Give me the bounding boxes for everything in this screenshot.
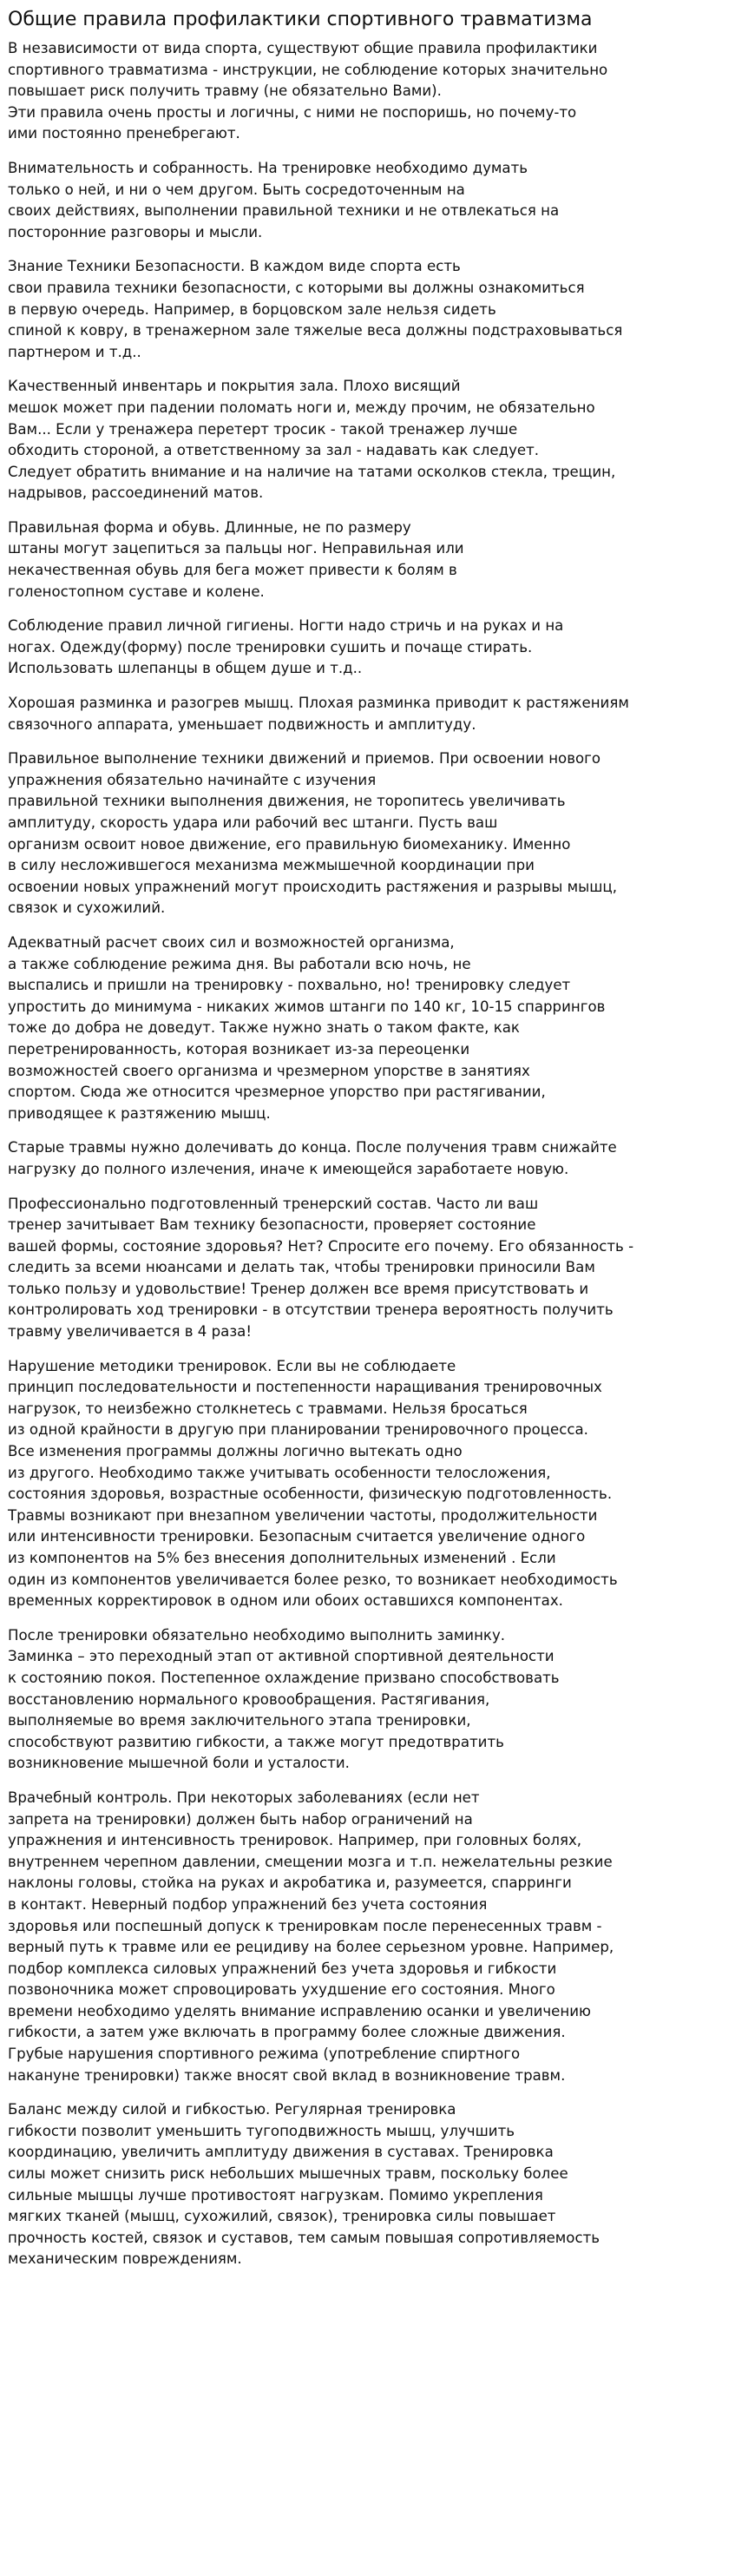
text-line: Нарушение методики тренировок. Если вы не соблюдаете: [8, 1357, 456, 1374]
text-line: Знание Техники Безопасности. В каждом виде спорта есть: [8, 258, 461, 275]
text-line: В независимости от вида спорта, существуют общие правила профилактики: [8, 40, 598, 56]
text-line: из одной крайности в другую при планировании тренировочного процесса.: [8, 1421, 588, 1439]
text-line: спортивного травматизма - инструкции, не соблюдение которых значительно: [8, 61, 608, 78]
text-line: амплитуду, скорость удара или рабочий вес штанги. Пусть ваш: [8, 814, 498, 831]
text-line: свои правила техники безопасности, с которыми вы должны ознакомиться: [8, 279, 585, 296]
text-line: выполняемые во время заключительного этапа тренировки,: [8, 1712, 471, 1729]
text-line: спиной к ковру, в тренажерном зале тяжелые веса должны подстраховываться: [8, 322, 623, 339]
text-line: контролировать ход тренировки - в отсутствии тренера вероятность получить: [8, 1301, 614, 1319]
text-line: накануне тренировки) также вносят свой вклад в возникновение травм.: [8, 2066, 566, 2084]
text-line: координацию, увеличить амплитуду движения в суставах. Тренировка: [8, 2144, 554, 2161]
text-line: или интенсивности тренировки. Безопасным считается увеличение одного: [8, 1528, 586, 1545]
text-line: способствуют развитию гибкости, а также могут предотвратить: [8, 1733, 504, 1750]
text-line: сильные мышцы лучше противостоят нагрузкам. Помимо укрепления: [8, 2186, 543, 2204]
article-title: Общие правила профилактики спортивного травматизма: [8, 9, 593, 30]
text-line: из компонентов на 5% без внесения дополнительных изменений . Если: [8, 1550, 556, 1566]
text-line: Старые травмы нужно долечивать до конца. После получения травм снижайте: [8, 1139, 617, 1156]
text-line: Внимательность и собранность. На тренировке необходимо думать: [8, 159, 528, 176]
text-line: принцип последовательности и постепенности наращивания тренировочных: [8, 1379, 602, 1396]
text-line: повышает риск получить травму (не обязательно Вами).: [8, 82, 442, 100]
text-line: Заминка – это переходный этап от активной спортивной деятельности: [8, 1648, 555, 1665]
text-line: вашей формы, состояние здоровья? Нет? Спросите его почему. Его обязанность -: [8, 1237, 634, 1255]
text-line: временных корректировок в одном или обоих оставшихся компонентах.: [8, 1592, 563, 1610]
text-line: травму увеличивается в 4 раза!: [8, 1323, 252, 1341]
text-line: Хорошая разминка и разогрев мышц. Плохая разминка приводит к растяжениям: [8, 695, 629, 712]
text-line: надрывов, рассоединений матов.: [8, 484, 264, 502]
text-line: упростить до минимума - никаких жимов штанги по 140 кг, 10-15 спаррингов: [8, 998, 606, 1015]
text-line: Врачебный контроль. При некоторых заболеваниях (если нет: [8, 1789, 480, 1806]
text-line: связочного аппарата, уменьшает подвижность и амплитуду.: [8, 715, 476, 733]
text-line: Правильная форма и обувь. Длинные, не по размеру: [8, 518, 411, 536]
text-line: Все изменения программы должны логично вытекать одно: [8, 1443, 463, 1460]
text-line: гибкости, а затем уже включать в программу более сложные движения.: [8, 2024, 566, 2041]
paragraph: [8, 693, 727, 735]
text-line: нагрузок, то неизбежно столкнетесь с травмами. Нельзя бросаться: [8, 1400, 528, 1417]
text-line: гибкости позволит уменьшить тугоподвижность мышц, улучшить: [8, 2122, 515, 2139]
text-line: приводящее к разтяжению мышц.: [8, 1104, 271, 1122]
text-line: ими постоянно пренебрегают.: [8, 125, 240, 142]
text-line: силы может снизить риск небольших мышечных травм, поскольку более: [8, 2165, 568, 2183]
text-line: а также соблюдение режима дня. Вы работали всю ночь, не: [8, 955, 471, 972]
paragraph: [8, 376, 727, 504]
text-line: один из компонентов увеличивается более резко, то возникает необходимость: [8, 1571, 618, 1588]
text-line: освоении новых упражнений могут происходить растяжения и разрывы мышц,: [8, 878, 617, 895]
text-line: только пользу и удовольствие! Тренер должен все время присутствовать и: [8, 1280, 589, 1297]
text-line: штаны могут зацепиться за пальцы ног. Неправильная или: [8, 540, 464, 557]
text-line: запрета на тренировки) должен быть набор ограничений на: [8, 1810, 473, 1828]
paragraph: [8, 932, 727, 1124]
text-line: Следует обратить внимание и на наличие на татами осколков стекла, трещин,: [8, 463, 616, 480]
text-line: нагрузку до полного излечения, иначе к имеющейся заработаете новую.: [8, 1160, 569, 1177]
text-line: правильной техники выполнения движения, не торопитесь увеличивать: [8, 793, 566, 810]
paragraph: [8, 616, 727, 680]
text-line: позвоночника может спровоцировать ухудшение его состояния. Много: [8, 1981, 555, 1999]
text-line: возможностей своего организма и чрезмерном упорстве в занятиях: [8, 1062, 530, 1079]
text-line: состояния здоровья, возрастные особенности, физическую подготовленность.: [8, 1486, 613, 1503]
text-line: упражнения обязательно начинайте с изучения: [8, 771, 377, 788]
text-line: Качественный инвентарь и покрытия зала. Плохо висящий: [8, 378, 461, 395]
text-line: Эти правила очень просты и логичны, с ними не поспоришь, но почему-то: [8, 103, 577, 121]
paragraph: [8, 1194, 727, 1343]
text-line: голеностопном суставе и колене.: [8, 583, 265, 600]
text-line: возникновение мышечной боли и усталости.: [8, 1755, 350, 1772]
text-line: Использовать шлепанцы в общем душе и т.д..: [8, 660, 363, 677]
text-line: механическим повреждениям.: [8, 2250, 242, 2268]
text-line: организм освоит новое движение, его правильную биомеханику. Именно: [8, 835, 571, 853]
text-line: подбор комплекса силовых упражнений без учета здоровья и гибкости: [8, 1960, 557, 1977]
paragraph: [8, 1788, 727, 2086]
text-line: только о ней, и ни о чем другом. Быть сосредоточенным на: [8, 181, 465, 198]
text-line: Правильное выполнение техники движений и приемов. При освоении нового: [8, 750, 600, 768]
paragraph: [8, 1356, 727, 1612]
text-line: к состоянию покоя. Постепенное охлаждение призвано способствовать: [8, 1669, 560, 1686]
paragraph: [8, 158, 727, 243]
text-line: Баланс между силой и гибкостью. Регулярная тренировка: [8, 2101, 456, 2118]
text-line: спортом. Сюда же относится чрезмерное упорство при растягивании,: [8, 1084, 546, 1101]
text-line: в контакт. Неверный подбор упражнений без учета состояния: [8, 1895, 488, 1913]
text-line: верный путь к травме или ее рецидиву на более серьезном уровне. Например,: [8, 1939, 614, 1956]
text-line: времени необходимо уделять внимание исправлению осанки и увеличению: [8, 2002, 591, 2019]
paragraph: [8, 517, 727, 603]
text-line: из другого. Необходимо также учитывать особенности телосложения,: [8, 1464, 551, 1481]
text-line: выспались и пришли на тренировку - похвально, но! тренировку следует: [8, 977, 571, 994]
article-body: [8, 38, 727, 2270]
text-line: обходить стороной, а ответственному за зал - надавать как следует.: [8, 442, 540, 459]
text-line: своих действиях, выполнении правильной техники и не отвлекаться на: [8, 202, 560, 220]
paragraph: [8, 1137, 727, 1180]
text-line: Грубые нарушения спортивного режима (употребление спиртного: [8, 2046, 521, 2063]
text-line: в силу несложившегося механизма межмышечной координации при: [8, 857, 535, 874]
text-line: упражнения и интенсивность тренировок. Например, при головных болях,: [8, 1832, 582, 1849]
text-line: тоже до добра не доведут. Также нужно знать о таком факте, как: [8, 1019, 520, 1037]
text-line: наклоны головы, стойка на руках и акробатика и, разумеется, спарринги: [8, 1874, 572, 1892]
paragraph: [8, 38, 727, 145]
text-line: здоровья или поспешный допуск к тренировкам после перенесенных травм -: [8, 1917, 602, 1934]
text-line: После тренировки обязательно необходимо выполнить заминку.: [8, 1626, 506, 1644]
text-line: посторонние разговоры и мысли.: [8, 223, 263, 240]
text-line: мешок может при падении поломать ноги и, между прочим, не обязательно: [8, 399, 595, 416]
text-line: восстановлению нормального кровообращения. Растягивания,: [8, 1690, 490, 1708]
text-line: связок и сухожилий.: [8, 899, 166, 917]
text-line: следить за всеми нюансами и делать так, чтобы тренировки приносили Вам: [8, 1259, 595, 1276]
text-line: Травмы возникают при внезапном увеличении частоты, продолжительности: [8, 1506, 598, 1524]
text-line: мягких тканей (мышц, сухожилий, связок), тренировка силы повышает: [8, 2208, 556, 2225]
text-line: в первую очередь. Например, в борцовском зале нельзя сидеть: [8, 300, 496, 318]
text-line: тренер зачитывает Вам технику безопасности, проверяет состояние: [8, 1216, 536, 1234]
text-line: партнером и т.д..: [8, 343, 141, 360]
paragraph: [8, 1625, 727, 1775]
text-line: внутреннем черепном давлении, смещении мозга и т.п. нежелательны резкие: [8, 1853, 613, 1870]
text-line: ногах. Одежду(форму) после тренировки сушить и почаще стирать.: [8, 638, 533, 656]
text-line: перетренированность, которая возникает из-за переоценки: [8, 1040, 470, 1057]
text-line: некачественная обувь для бега может привести к болям в: [8, 562, 457, 579]
text-line: прочность костей, связок и суставов, тем самым повышая сопротивляемость: [8, 2229, 600, 2246]
text-line: Адекватный расчет своих сил и возможностей организма,: [8, 933, 455, 951]
text-line: Соблюдение правил личной гигиены. Ногти надо стричь и на руках и на: [8, 617, 564, 635]
paragraph: [8, 256, 727, 363]
paragraph: [8, 748, 727, 919]
text-line: Вам... Если у тренажера перетерт тросик - такой тренажер лучше: [8, 420, 518, 438]
text-line: Профессионально подготовленный тренерский состав. Часто ли ваш: [8, 1195, 539, 1212]
paragraph: [8, 2099, 727, 2270]
